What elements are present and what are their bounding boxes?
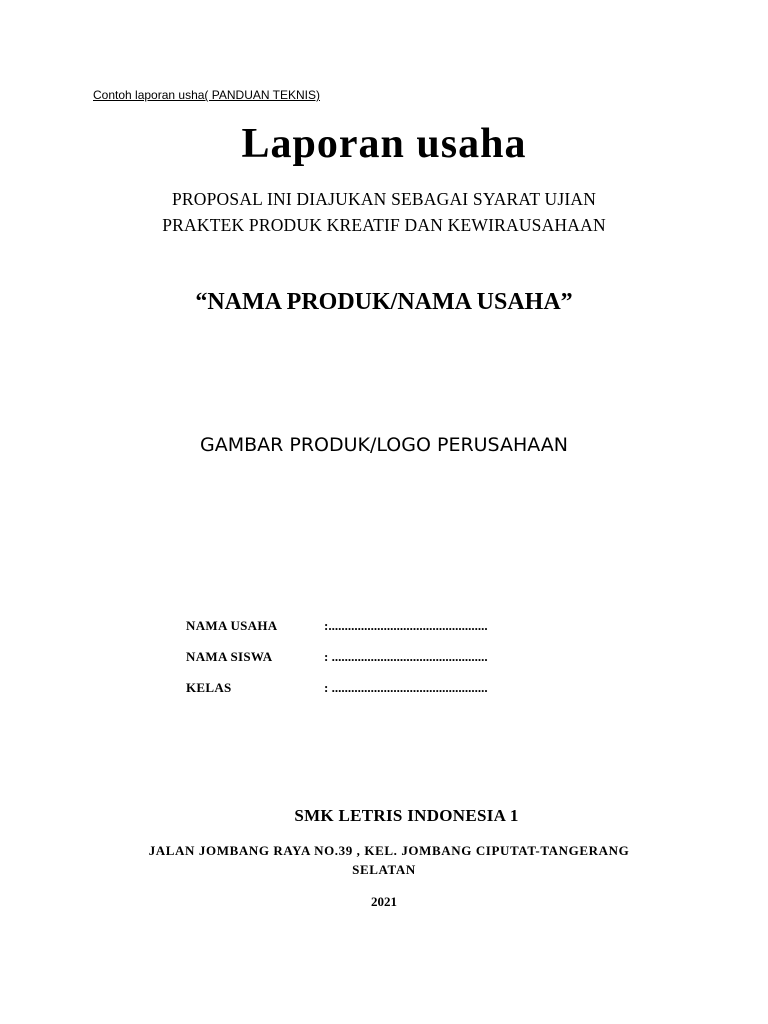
field-nama-usaha [186,618,488,634]
field-value: :................................................. [324,618,488,633]
product-name-heading: “NAMA PRODUK/NAMA USAHA” [195,289,573,315]
field-value: : ................................................ [324,649,488,664]
field-label: NAMA SISWA [186,649,273,664]
field-label: NAMA USAHA [186,618,278,633]
field-kelas [186,680,488,696]
school-address-line-1: JALAN JOMBANG RAYA NO.39 , KEL. JOMBANG CIPUTAT-TANGERANG [148,843,630,858]
subtitle-line-1: PROPOSAL INI DIAJUKAN SEBAGAI SYARAT UJIAN [171,189,597,209]
document-year: 2021 [371,894,397,909]
field-nama-siswa [186,649,488,665]
school-address-line-2: SELATAN [352,862,416,877]
subtitle-line-2: PRAKTEK PRODUK KREATIF DAN KEWIRAUSAHAAN [162,215,606,235]
school-name: SMK LETRIS INDONESIA 1 [294,806,519,825]
report-title: Laporan usaha [241,121,527,167]
field-value: : ................................................ [324,680,488,695]
field-label: KELAS [186,680,232,695]
product-image-placeholder: GAMBAR PRODUK/LOGO PERUSAHAAN [200,434,568,456]
header-note: Contoh laporan usha( PANDUAN TEKNIS) [93,88,320,102]
